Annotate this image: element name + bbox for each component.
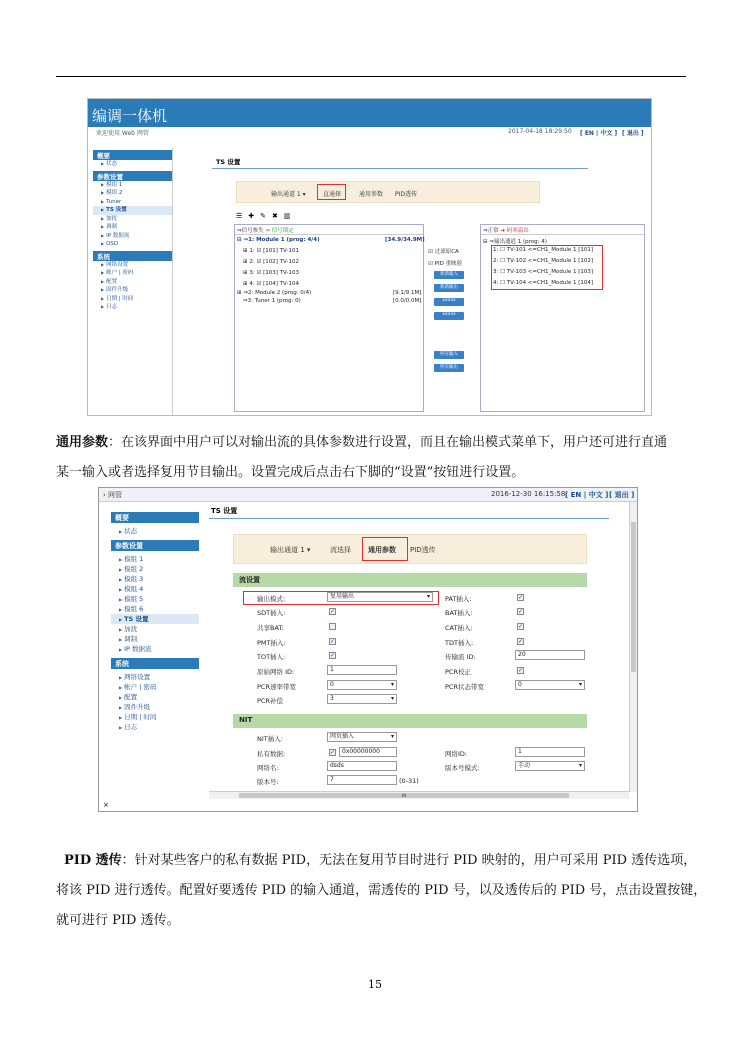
stream-settings-header: 流设置	[233, 573, 587, 587]
sidebar-item[interactable]: ▶ 日志	[119, 723, 138, 731]
lang-switch[interactable]: [ EN | 中文 ]	[580, 130, 618, 137]
scroll-thumb[interactable]	[631, 522, 636, 672]
sidebar-item[interactable]: ▶ 帐户 | 密码	[101, 270, 134, 276]
action-button[interactable]: xxxxx	[434, 312, 464, 320]
cat-label: CAT插入:	[445, 624, 473, 632]
output-mode-select[interactable]: 复用输出 ▾	[327, 592, 433, 602]
title-rule	[212, 168, 588, 169]
orig-net-id-input[interactable]: 1	[327, 665, 397, 675]
sidebar-group-params[interactable]: 参数设置	[111, 540, 199, 551]
output-mode-label: 输出模式:	[257, 595, 286, 603]
new-output-button[interactable]: 新新输出	[434, 284, 464, 292]
tree-rate: [34.9/34.9M]	[385, 237, 425, 243]
sidebar-item[interactable]: ▶ 日期 | 时间	[119, 713, 157, 721]
net-name-input[interactable]: dsds	[327, 761, 397, 771]
tot-checkbox[interactable]: ✓	[330, 652, 336, 659]
tree-rate: [9.1/9.1M]	[393, 290, 422, 296]
tree-node[interactable]: ⊟ ⇒1: Module 1 (prog: 4/4)	[237, 237, 320, 243]
tab-output-channel[interactable]: 输出通道 1 ▾	[270, 546, 311, 554]
edit-icon[interactable]: ✎	[260, 212, 273, 220]
highlight-box	[317, 184, 346, 200]
tab-general-params[interactable]: 通用参数	[359, 191, 384, 198]
new-input-button[interactable]: 新新输入	[434, 271, 464, 279]
sidebar-item[interactable]: ▶ 网络设置	[119, 673, 151, 681]
sidebar-item[interactable]: ▶ 模组 2	[119, 565, 144, 573]
tot-label: TOT插入:	[257, 653, 286, 661]
sidebar-item[interactable]: ▶ 配置	[101, 278, 118, 285]
sidebar-item[interactable]: ▶ 模组 3	[119, 575, 144, 583]
tab-pid-passthrough[interactable]: PID透传	[410, 546, 436, 554]
sidebar-item[interactable]: ▶ 状态	[101, 161, 118, 167]
tree-node[interactable]: ⊞ 4: ☑ [104] TV-104	[243, 281, 299, 287]
sidebar-group-overview[interactable]: 概要	[93, 150, 172, 160]
datetime: 2017-04-18 18:29:50	[508, 128, 572, 135]
sidebar-item[interactable]: ▶ 网络设置	[101, 261, 129, 268]
all-input-button[interactable]: 所有输入	[434, 351, 464, 359]
header-rule	[56, 76, 686, 77]
net-id-label: 网络ID:	[445, 750, 468, 758]
pmt-label: PMT插入:	[257, 639, 286, 647]
version-mode-select[interactable]: 手动 ▾	[515, 761, 585, 771]
private-data-label: 私有数据:	[257, 750, 286, 758]
sidebar	[93, 148, 173, 416]
action-button[interactable]: xxxxx	[434, 298, 464, 306]
sidebar-item[interactable]: ▶ 模组 4	[119, 585, 144, 593]
version-input[interactable]: 7	[327, 775, 397, 785]
tab-general-params[interactable]: 通用参数	[368, 546, 396, 554]
section-title: TS 设置	[211, 507, 238, 515]
tab-stream-select[interactable]: 直通择	[323, 191, 342, 198]
tree-rate: [0.0/0.0M]	[393, 298, 422, 304]
logout-link[interactable]: [ 退出 ]	[622, 130, 644, 137]
private-data-input[interactable]: 0x00000000	[339, 747, 397, 757]
sidebar-item[interactable]: ▶ 调制	[101, 224, 118, 230]
all-output-button[interactable]: 所有输出	[434, 364, 464, 372]
sidebar-item[interactable]: ▶ 加扰	[101, 215, 118, 222]
list-icon[interactable]: ☰	[236, 212, 249, 220]
net-id-input[interactable]: 1	[515, 747, 585, 757]
sidebar-item[interactable]: ▶ Tuner	[101, 198, 122, 205]
sidebar-item[interactable]: ▶ 状态	[119, 527, 138, 535]
share-bat-label: 共享BAT:	[257, 624, 284, 632]
highlight-box	[491, 245, 603, 290]
pcr-bw-label: PCR速率带宽	[257, 683, 296, 691]
filter-ca-check[interactable]: ☑ 过滤原CA	[428, 249, 459, 255]
page-number: 15	[368, 978, 382, 991]
pcr-comp-label: PCR补偿	[257, 697, 283, 705]
tree-node[interactable]: ⇒3: Tuner 1 (prog: 0)	[243, 298, 301, 304]
tab-bar	[236, 181, 540, 203]
sidebar-item[interactable]: ▶ 日志	[101, 304, 118, 310]
ts-id-input[interactable]: 20	[515, 650, 585, 660]
nit-insert-label: NIT插入:	[257, 735, 283, 743]
sidebar-group-system[interactable]: 系统	[93, 251, 172, 261]
pcr-fix-checkbox[interactable]: ✓	[518, 667, 524, 674]
top-bar	[99, 488, 637, 502]
datetime: 2016-12-30 16:15:58	[491, 490, 566, 498]
sidebar	[111, 510, 199, 732]
sidebar-item[interactable]: ▶ 帐户 | 密码	[119, 683, 157, 691]
pat-label: PAT插入:	[445, 595, 472, 603]
sidebar-item[interactable]: ▶ 模组 5	[119, 595, 144, 603]
logout-link[interactable]: [ 退出 ]	[609, 491, 635, 499]
sidebar-item-ts-settings[interactable]: ▶ TS 设置	[111, 614, 199, 624]
scroll-thumb[interactable]: III	[239, 793, 569, 798]
trash-icon[interactable]: ▥	[283, 212, 297, 220]
tree-node[interactable]: ⊞ 2: ☑ [102] TV-102	[243, 259, 299, 265]
sidebar-item[interactable]: ▶ OSD	[101, 241, 119, 247]
nit-insert-select[interactable]: 网页插入 ▾	[327, 732, 397, 742]
output-item[interactable]: 4: ☐ TV-104 <=CH1_Module 1 [104]	[493, 280, 594, 286]
close-icon[interactable]: ×	[103, 801, 109, 809]
welcome-text: 欢迎使用 Web 网管	[96, 130, 149, 137]
input-tree	[234, 224, 424, 412]
sidebar-item[interactable]: ▶ 调制	[119, 635, 138, 643]
output-item[interactable]: 2: ☐ TV-102 <=CH1_Module 1 [102]	[493, 258, 594, 264]
pcr-state-select[interactable]: 0 ▾	[515, 680, 585, 690]
screenshot-ts-stream-select	[87, 98, 652, 416]
sidebar-item[interactable]: ▶ IP 数据流	[101, 232, 130, 239]
tab-output-channel[interactable]: 输出通道 1 ▾	[271, 191, 306, 198]
pat-checkbox[interactable]: ✓	[518, 594, 524, 601]
version-range: (0-31)	[399, 777, 419, 785]
output-item[interactable]: 3: ☐ TV-103 <=CH1_Module 1 [103]	[493, 269, 594, 275]
sidebar-item[interactable]: ▶ 固件升级	[119, 703, 151, 711]
private-data-checkbox[interactable]: ✓	[330, 749, 336, 756]
orig-net-id-label: 原始网络 ID:	[257, 668, 295, 676]
tree-node[interactable]: ⊞ 3: ☑ [103] TV-103	[243, 270, 299, 276]
delete-icon[interactable]: ✖	[272, 212, 284, 220]
sidebar-item[interactable]: ▶ 模组 6	[119, 605, 144, 613]
tab-stream-select[interactable]: 流选择	[330, 546, 351, 554]
horizontal-scrollbar[interactable]	[209, 791, 629, 799]
sidebar-item[interactable]: ▶ 配置	[119, 693, 138, 701]
app-title: 编调一体机	[88, 99, 651, 127]
sidebar-item[interactable]: ▶ 加扰	[119, 625, 138, 633]
tree-node[interactable]: ⊞ 1: ☑ [101] TV-101	[243, 248, 299, 254]
tab-bar	[233, 534, 587, 564]
sidebar-item[interactable]: ▶ IP 数据流	[119, 645, 152, 653]
tdt-checkbox[interactable]: ✓	[518, 638, 524, 645]
sidebar-item[interactable]: ▶ 模组 1	[119, 555, 144, 563]
bat-checkbox[interactable]: ✓	[518, 608, 524, 615]
cat-checkbox[interactable]: ✓	[518, 623, 524, 630]
pcr-comp-select[interactable]: 3 ▾	[327, 694, 397, 704]
nit-header: NIT	[233, 714, 587, 728]
lang-switch[interactable]: [ EN | 中文 ]	[565, 491, 609, 499]
section-title: TS 设置	[216, 158, 241, 166]
sidebar-item-ts-settings[interactable]: ▶ TS 设置	[93, 206, 172, 215]
main-panel	[178, 148, 648, 416]
highlight-box	[362, 537, 408, 561]
title-rule	[209, 518, 609, 519]
sidebar-item[interactable]: ▶ 模组 2	[101, 190, 123, 196]
legend-normal: ⇒正常	[483, 228, 499, 234]
output-item[interactable]: 1: ☐ TV-101 <=CH1_Module 1 [101]	[493, 247, 594, 253]
output-root[interactable]: ⊟ ⇒输出通道 1 (prog: 4)	[483, 239, 547, 245]
tdt-label: TDT插入:	[445, 639, 474, 647]
sidebar-group-params[interactable]: 参数设置	[93, 171, 172, 181]
sidebar-item[interactable]: ▶ 固件升级	[101, 287, 129, 293]
sidebar-group-system[interactable]: 系统	[111, 658, 199, 669]
plus-icon[interactable]: ✚	[248, 212, 261, 220]
sidebar-item[interactable]: ▶ 模组 1	[101, 181, 123, 188]
version-label: 版本号:	[257, 778, 279, 786]
legend-overflow: ➜ 码率溢出	[500, 228, 529, 234]
vertical-scrollbar[interactable]	[629, 502, 637, 792]
paragraph-general-params: 通用参数：在该界面中用户可以对输出流的具体参数进行设置，而且在输出模式菜单下，用户还可进行直通 某一输入或者选择复用节目输出。设置完成后点击右下脚的“设置”按钮进行设置。	[56, 435, 668, 480]
sidebar-item[interactable]: ▶ 日期 | 时间	[101, 295, 134, 302]
sdt-label: SDT插入:	[257, 609, 286, 617]
net-name-label: 网络名:	[257, 764, 279, 772]
sub-bar	[88, 127, 651, 139]
ts-id-label: 传输流 ID:	[445, 653, 476, 661]
legend-locked: ⇒ 信号锁定	[265, 228, 294, 234]
bar-title: › 网管	[103, 491, 123, 499]
screenshot-general-params	[98, 487, 638, 812]
tree-node[interactable]: ⊞ ⇒2: Module 2 (prog: 0/4)	[237, 290, 312, 296]
pcr-bw-select[interactable]: 0 ▾	[327, 680, 397, 690]
pid-remap-check[interactable]: ☑ PID 重映射	[428, 261, 463, 267]
bat-label: BAT插入:	[445, 609, 473, 617]
sidebar-group-overview[interactable]: 概要	[111, 512, 199, 523]
sdt-checkbox[interactable]: ✓	[330, 608, 336, 615]
pcr-fix-label: PCR校正	[445, 668, 471, 676]
output-tree	[480, 224, 645, 412]
tab-pid-passthrough[interactable]: PID透传	[395, 191, 418, 198]
pcr-state-label: PCR状态带宽	[445, 683, 484, 691]
pmt-checkbox[interactable]: ✓	[330, 638, 336, 645]
legend-lost: ⇒信号参失	[237, 228, 264, 234]
version-mode-label: 版本号模式:	[445, 764, 480, 772]
tree-toolbar	[236, 212, 297, 220]
share-bat-checkbox[interactable]	[329, 623, 336, 630]
paragraph-pid-passthrough: PID 透传：针对某些客户的私有数据 PID，无法在复用节目时进行 PID 映射的，用户可采用 PID 透传选项， 将该 PID 进行透传。配置好要透传 PID 的输入通道，需透传的 PID 号，以及透传后的 PID 号，点击设置按键， 就可进行 PID 透传。	[56, 853, 707, 928]
